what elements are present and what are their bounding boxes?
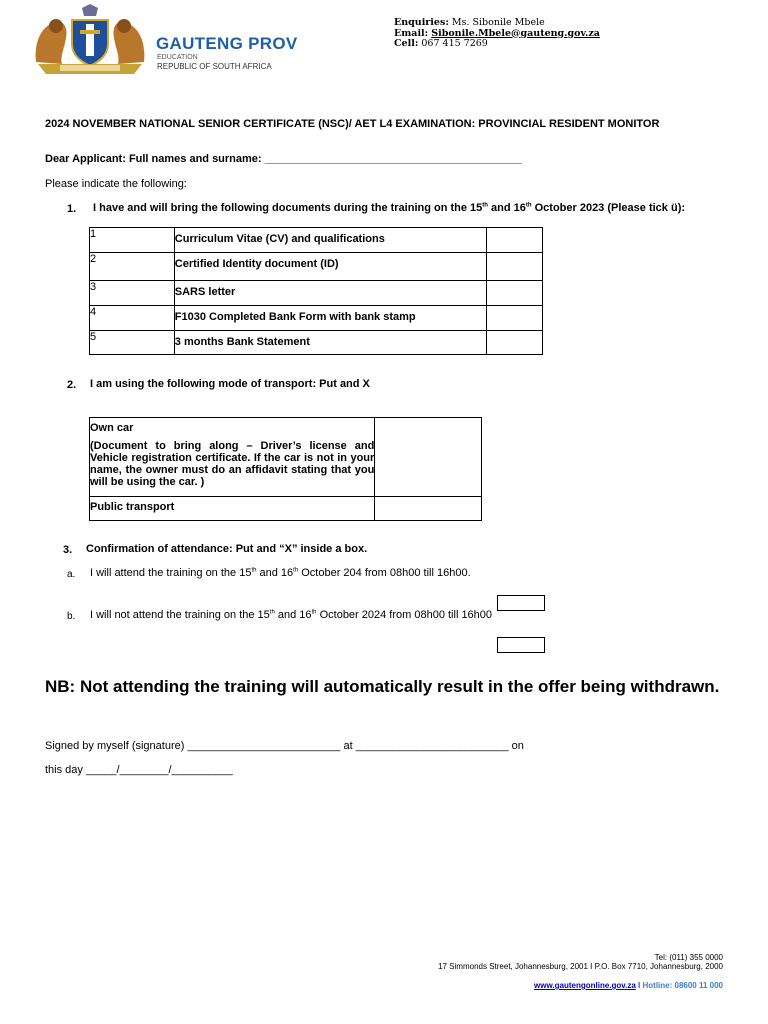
- cell-label: Cell:: [394, 38, 419, 49]
- section1-text: [93, 202, 685, 214]
- enquiries-value: Ms. Sibonile Mbele: [451, 17, 545, 28]
- email-label: Email:: [394, 27, 429, 39]
- footer-address: 17 Simmonds Street, Johannesburg, 2001 I P.O. Box 7710, Johannesburg, 2000: [438, 962, 723, 971]
- row-number: 5: [90, 331, 175, 355]
- table-row: [90, 497, 482, 521]
- section1-text-d: ):: [677, 202, 686, 214]
- tick-cell[interactable]: [487, 253, 543, 281]
- org-sub-education: EDUCATION: [157, 54, 198, 61]
- cell-value: 067 415 7269: [421, 38, 488, 49]
- footer-tel: Tel: (011) 355 0000: [654, 953, 723, 962]
- row-number: 3: [90, 281, 175, 306]
- own-car-cell: [90, 418, 375, 497]
- website-link[interactable]: www.gautengonline.gov.za: [534, 981, 636, 990]
- section1-text-b: and 16: [487, 202, 526, 214]
- option-b-letter: b.: [67, 611, 76, 622]
- sup-th: th: [311, 609, 317, 616]
- option-a-text1: I will attend the training on the 15: [90, 567, 252, 579]
- table-row: [90, 418, 482, 497]
- signed-line: Signed by myself (signature) _________________________ at _________________________ on: [45, 740, 524, 752]
- option-a-text2: and 16: [256, 567, 294, 579]
- nb-warning: NB: Not attending the training will automatically result in the offer being withdrawn.: [45, 677, 720, 696]
- sup-th: th: [269, 609, 275, 616]
- attend-checkbox[interactable]: [497, 595, 545, 611]
- row-label: Certified Identity document (ID): [174, 253, 486, 281]
- sup-th: th: [482, 202, 488, 209]
- cell-line: [394, 39, 600, 50]
- section1-text-a: I have and will bring the following documents during the training on the 15: [93, 202, 483, 214]
- applicant-line: Dear Applicant: Full names and surname: __________________________________________: [45, 153, 522, 165]
- document-title: 2024 NOVEMBER NATIONAL SENIOR CERTIFICATE (NSC)/ AET L4 EXAMINATION: PROVINCIAL RESIDENT MONITOR: [45, 118, 660, 130]
- coat-of-arms-logo: [30, 4, 150, 76]
- own-car-note: (Document to bring along – Driver’s license and Vehicle registration certificate. If the car is not in your name, the owner must do an affidavit stating that you will be using the car. ): [90, 440, 375, 488]
- public-transport-mark-cell[interactable]: [375, 497, 482, 521]
- tick-cell[interactable]: [487, 306, 543, 331]
- table-row: [90, 306, 543, 331]
- enquiries-label: Enquiries:: [394, 17, 449, 28]
- transport-table: [89, 417, 482, 521]
- section2-text: I am using the following mode of transport: Put and X: [90, 378, 370, 390]
- section2-number: 2.: [67, 379, 77, 391]
- row-number: 1: [90, 228, 175, 253]
- section1-number: 1.: [67, 203, 77, 215]
- sup-th: th: [293, 567, 299, 574]
- row-label: F1030 Completed Bank Form with bank stamp: [174, 306, 486, 331]
- tick-glyph: ü: [670, 202, 678, 214]
- option-b-text: [90, 609, 492, 621]
- row-number: 4: [90, 306, 175, 331]
- email-link[interactable]: Sibonile.Mbele@gauteng.gov.za: [431, 27, 600, 39]
- option-b-text3: October 2024 from 08h00 till 16h00: [316, 609, 493, 621]
- table-row: [90, 228, 543, 253]
- table-row: [90, 331, 543, 355]
- row-number: 2: [90, 253, 175, 281]
- footer-separator: I: [635, 981, 643, 990]
- option-a-letter: a.: [67, 569, 76, 580]
- option-a-text3: October 204 from 08h00 till 16h00.: [298, 567, 471, 579]
- section3-number: 3.: [63, 544, 73, 556]
- option-b-text2: and 16: [274, 609, 312, 621]
- sup-th: th: [525, 202, 532, 209]
- day-line: this day _____/________/__________: [45, 764, 233, 776]
- hotline: Hotline: 08600 11 000: [642, 981, 723, 990]
- row-label: Curriculum Vitae (CV) and qualifications: [174, 228, 486, 253]
- not-attend-checkbox[interactable]: [497, 637, 545, 653]
- option-b-text1: I will not attend the training on the 15: [90, 609, 270, 621]
- footer-links: [534, 981, 723, 990]
- tick-cell[interactable]: [487, 281, 543, 306]
- tick-cell[interactable]: [487, 228, 543, 253]
- public-transport-label: Public transport: [90, 497, 375, 521]
- sup-th: th: [251, 567, 257, 574]
- section1-text-c: October 2023 (Please tick: [531, 202, 671, 214]
- row-label: 3 months Bank Statement: [174, 331, 486, 355]
- own-car-title: Own car: [90, 422, 134, 434]
- contact-block: [394, 18, 600, 50]
- documents-table: [89, 227, 543, 355]
- table-row: [90, 281, 543, 306]
- intro-text: Please indicate the following:: [45, 178, 187, 190]
- option-a-text: [90, 567, 471, 579]
- own-car-mark-cell[interactable]: [375, 418, 482, 497]
- row-label: SARS letter: [174, 281, 486, 306]
- section3-text: Confirmation of attendance: Put and “X” inside a box.: [86, 543, 368, 555]
- tick-cell[interactable]: [487, 331, 543, 355]
- org-name: GAUTENG PROV: [156, 34, 298, 53]
- org-sub-republic: REPUBLIC OF SOUTH AFRICA: [157, 62, 272, 71]
- table-row: [90, 253, 543, 281]
